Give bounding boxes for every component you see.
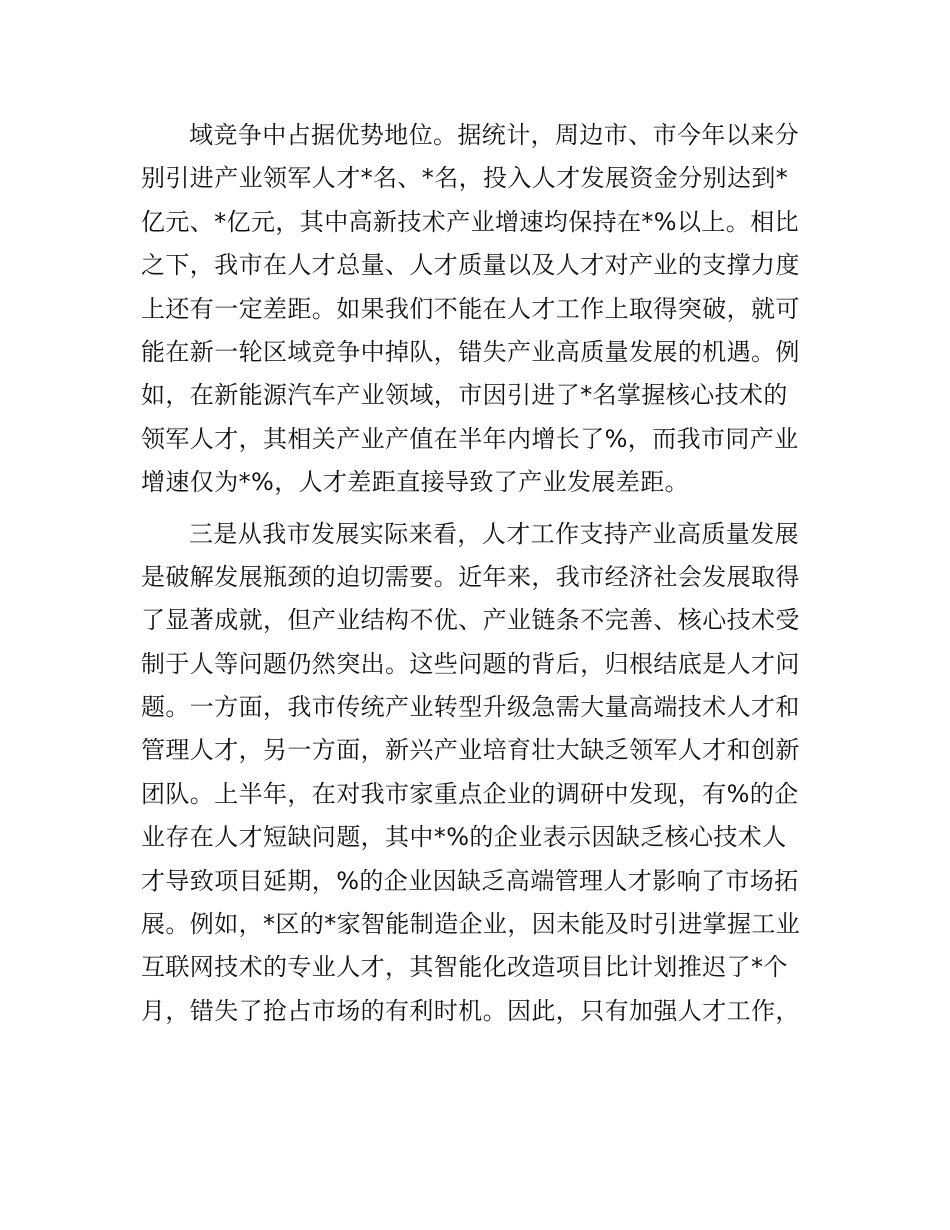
paragraph-spacer <box>141 505 813 513</box>
text-line: 月，错失了抢占市场的有利时机。因此，只有加强人才工作， <box>141 996 800 1025</box>
text-line: 增速仅为*%，人才差距直接导致了产业发展差距。 <box>141 468 690 497</box>
paragraph-2 <box>141 513 813 1034</box>
text-line: 领军人才，其相关产业产值在半年内增长了%，而我市同产业 <box>141 424 799 453</box>
text-line: 是破解发展瓶颈的迫切需要。近年来，我市经济社会发展取得 <box>141 562 800 591</box>
text-line: 别引进产业领军人才*名、*名，投入人才发展资金分别达到* <box>141 164 789 193</box>
text-line: 域竞争中占据优势地位。据统计，周边市、市今年以来分 <box>189 121 799 149</box>
text-line: 业存在人才短缺问题，其中*%的企业表示因缺乏核心技术人 <box>141 823 787 852</box>
paragraph-1 <box>141 114 813 505</box>
text-line: 如，在新能源汽车产业领域，市因引进了*名掌握核心技术的 <box>141 381 788 410</box>
text-line: 上还有一定差距。如果我们不能在人才工作上取得突破，就可 <box>141 294 800 323</box>
text-line: 亿元、*亿元，其中高新技术产业增速均保持在*%以上。相比 <box>141 207 800 236</box>
text-line: 展。例如，*区的*家智能制造企业，因未能及时引进掌握工业 <box>141 910 801 939</box>
text-line: 制于人等问题仍然突出。这些问题的背后，归根结底是人才问 <box>141 649 800 678</box>
text-line: 题。一方面，我市传统产业转型升级急需大量高端技术人才和 <box>141 693 800 722</box>
text-line: 团队。上半年，在对我市家重点企业的调研中发现，有%的企 <box>141 779 799 808</box>
text-line: 三是从我市发展实际来看，人才工作支持产业高质量发展 <box>189 519 799 548</box>
text-line: 互联网技术的专业人才，其智能化改造项目比计划推迟了*个 <box>141 953 788 982</box>
text-line: 之下，我市在人才总量、人才质量以及人才对产业的支撑力度 <box>141 251 800 280</box>
text-line: 能在新一轮区域竞争中掉队，错失产业高质量发展的机遇。例 <box>141 337 800 366</box>
text-line: 了显著成就，但产业结构不优、产业链条不完善、核心技术受 <box>141 606 800 635</box>
text-line: 管理人才，另一方面，新兴产业培育壮大缺乏领军人才和创新 <box>141 736 800 765</box>
document-body <box>141 114 813 1033</box>
text-line: 才导致项目延期，%的企业因缺乏高端管理人才影响了市场拓 <box>141 866 799 895</box>
